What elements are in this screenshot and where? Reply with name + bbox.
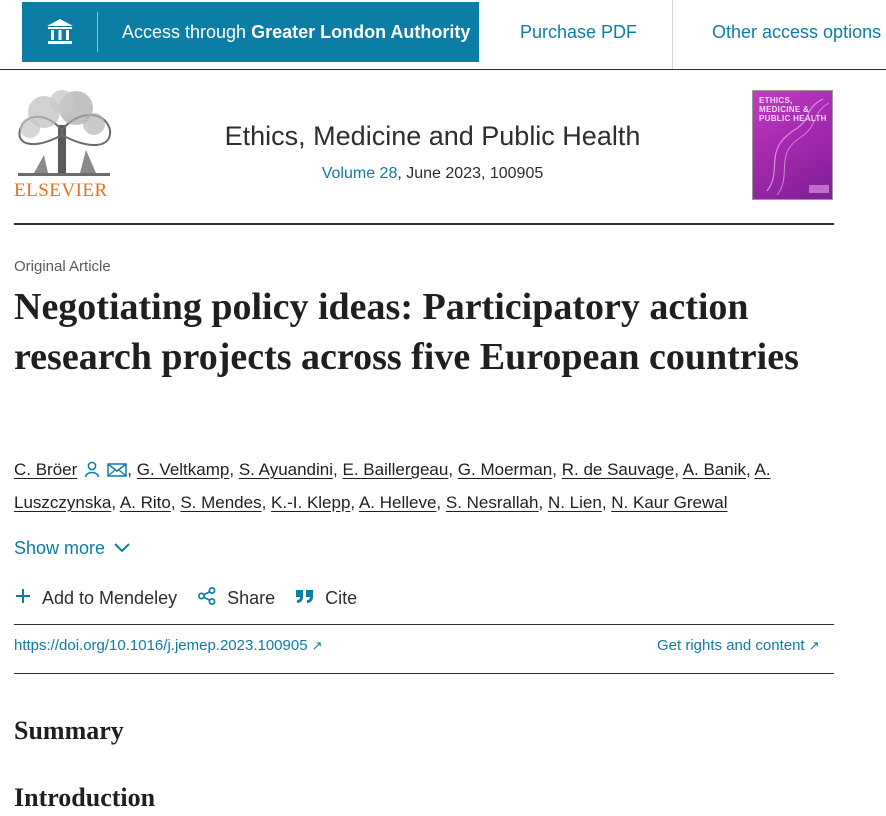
doi-bottom-divider [14,673,834,674]
institution-name: Greater London Authority [251,21,471,42]
institution-access-button[interactable] [22,2,479,62]
doi-link[interactable]: https://doi.org/10.1016/j.jemep.2023.100905 ↗ [14,637,323,654]
cover-helix-icon [753,91,833,200]
issue-info [180,165,685,183]
cite-label: Cite [325,588,358,608]
author-link[interactable]: S. Ayuandini [238,460,334,479]
access-button-text: Access through Greater London Authority [122,21,471,42]
share-label: Share [227,588,276,608]
cite-button[interactable] [295,588,357,609]
quote-icon [295,588,315,609]
purchase-pdf-link[interactable]: Purchase PDF [520,21,638,42]
institution-icon [22,2,97,62]
show-more-button[interactable] [14,538,131,559]
author-link[interactable]: S. Nesrallah [445,493,539,512]
article-actions [14,586,377,611]
issue-date: , June 2023, 100905 [397,165,544,182]
article-type: Original Article [14,258,111,275]
author-link[interactable]: S. Mendes [180,493,262,512]
author-link[interactable]: N. Lien [547,493,602,512]
author-link[interactable]: A. Rito [119,493,171,512]
journal-cover[interactable] [752,90,833,200]
author-list: C. Bröer , G. Veltkamp, S. Ayuandini, E. Baillergeau, G. Moerman, R. de Sauvage, A. Banik, A. Luszczynska, A. Rito, S. Mendes, K.-I. Klepp, A. Helleve, S. Nesrallah, N. Lien, N. Kaur Grewal [14,460,771,512]
envelope-icon[interactable] [107,458,127,488]
author-link[interactable]: K.-I. Klepp [271,493,351,512]
mendeley-label: Add to Mendeley [42,588,178,608]
header-divider [14,223,834,225]
elsevier-wordmark: ELSEVIER [14,180,108,201]
author-link[interactable]: G. Moerman [457,460,553,479]
share-button[interactable] [197,586,275,611]
doi-top-divider [14,624,834,625]
author-link[interactable]: A. Banik [682,460,747,479]
external-link-icon: ↗ [808,638,820,653]
person-icon[interactable] [83,458,101,488]
plus-icon [14,587,32,610]
author-link[interactable]: C. Bröer [14,460,78,479]
section-introduction[interactable]: Introduction [14,783,156,812]
show-more-label: Show more [14,538,106,558]
add-to-mendeley-button[interactable] [14,587,177,610]
elsevier-tree-icon [14,90,114,180]
author-link[interactable]: R. de Sauvage [561,460,675,479]
author-link[interactable]: G. Veltkamp [136,460,230,479]
chevron-down-icon [113,538,131,559]
article-title: Negotiating policy ideas: Participatory action research projects across five European countries [14,286,799,378]
author-link[interactable]: A. Helleve [358,493,437,512]
author-link[interactable]: N. Kaur Grewal [611,493,728,512]
top-separator [672,0,673,69]
author-link[interactable]: A. Luszczynska [14,460,771,512]
cover-title: ETHICS, MEDICINE & PUBLIC HEALTH [759,96,827,123]
share-icon [197,586,217,611]
section-summary[interactable]: Summary [14,716,124,745]
external-link-icon: ↗ [311,638,323,653]
journal-title[interactable]: Ethics, Medicine and Public Health [224,121,641,151]
volume-link[interactable]: Volume 28 [321,165,398,182]
rights-link[interactable]: Get rights and content ↗ [657,637,820,654]
other-access-options-link[interactable]: Other access options [712,21,882,42]
author-link[interactable]: E. Baillergeau [342,460,449,479]
access-bar [0,0,886,70]
